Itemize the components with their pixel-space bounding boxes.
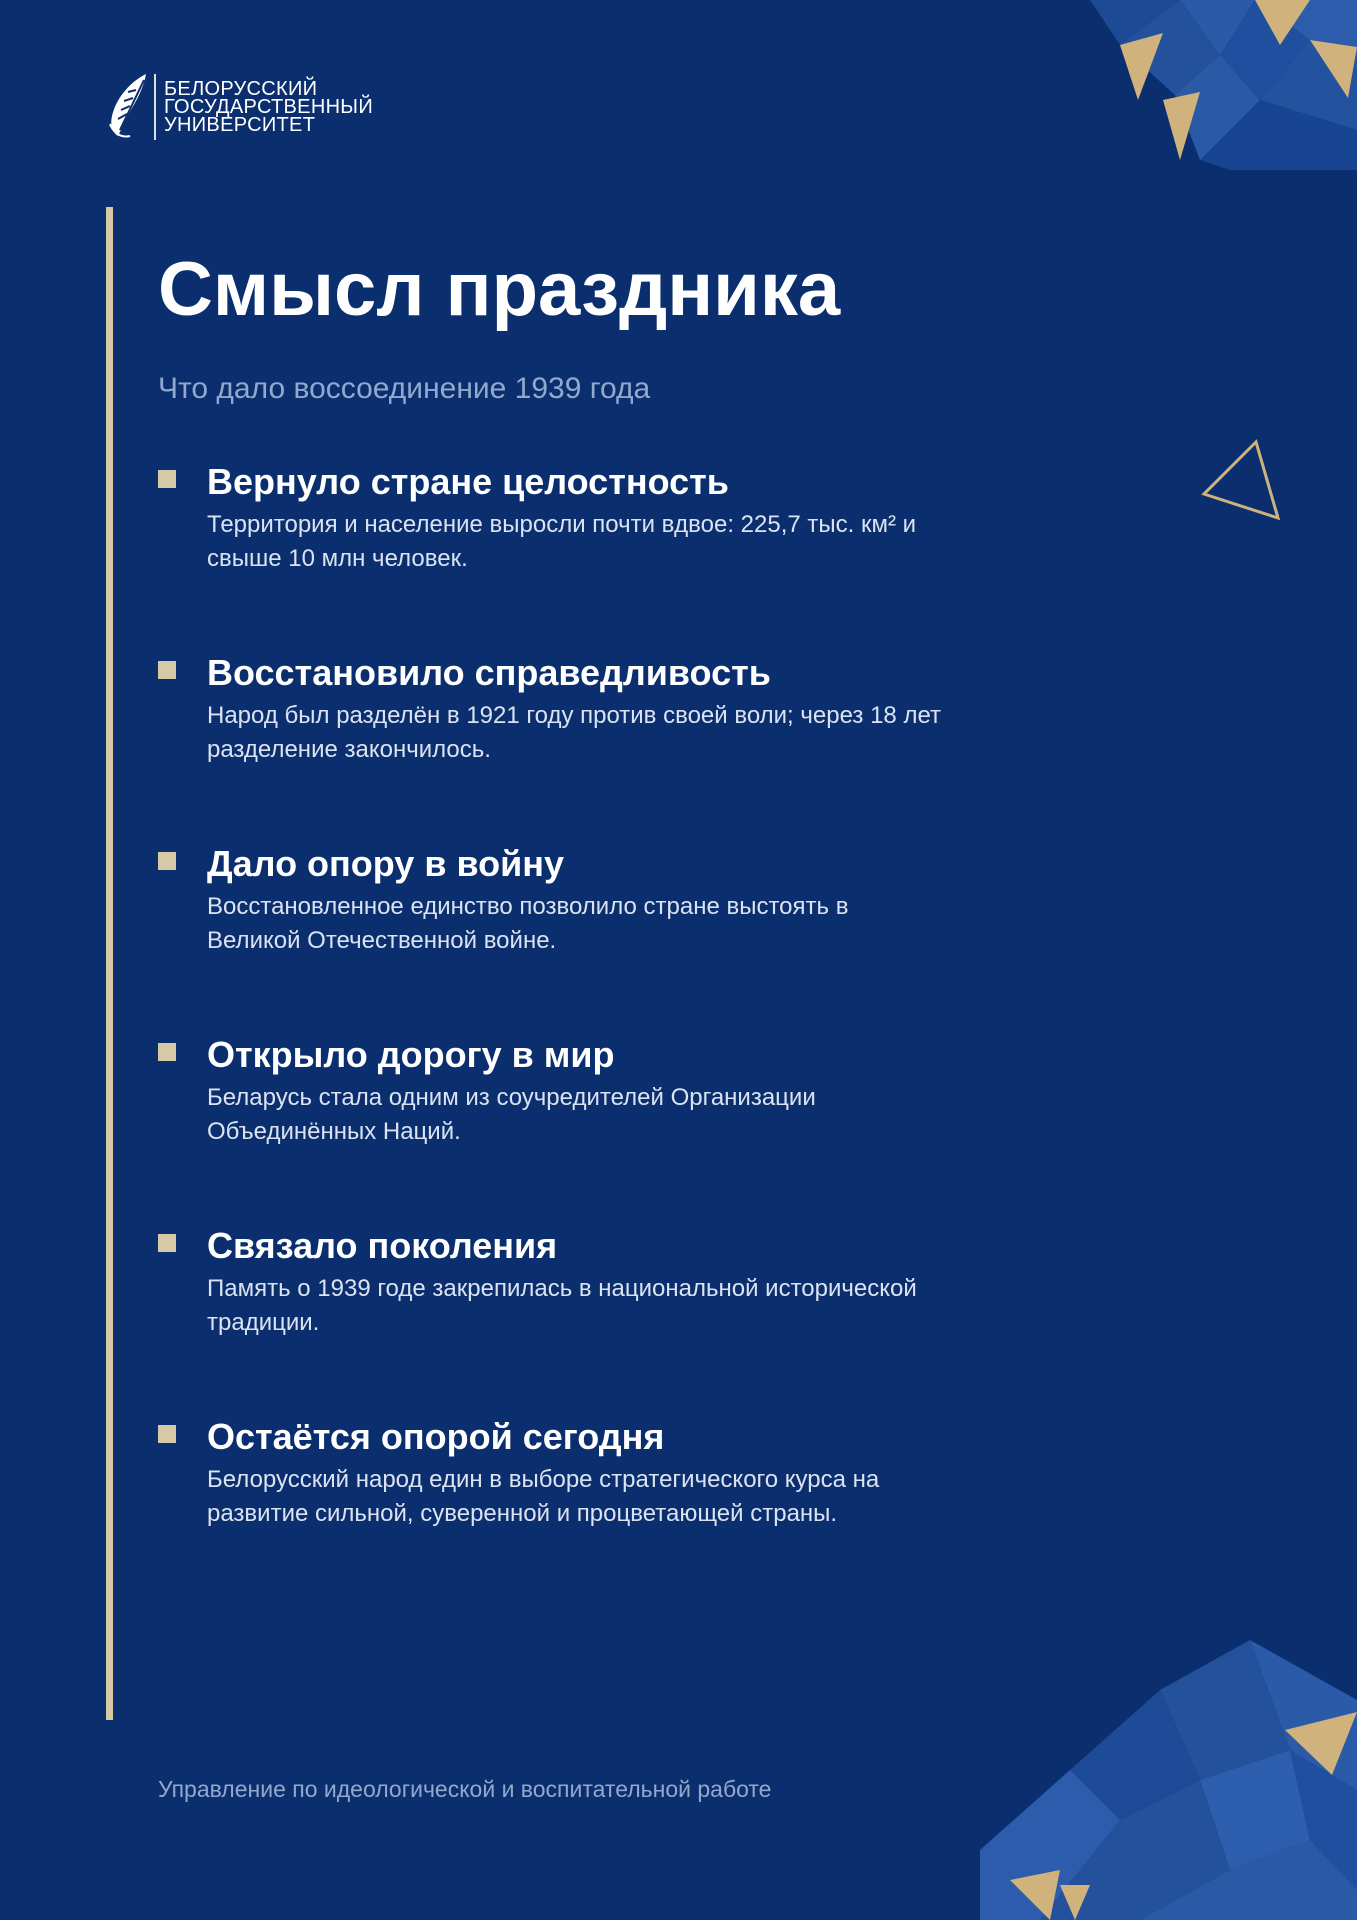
outline-triangle-icon (1200, 438, 1284, 522)
square-bullet-icon (158, 1043, 176, 1061)
list-item (158, 842, 958, 1033)
item-title: Восстановило справедливость (207, 652, 771, 693)
university-logo (106, 72, 373, 142)
item-title: Открыло дорогу в мир (207, 1034, 615, 1075)
list-item (158, 651, 958, 842)
item-text: Память о 1939 годе закрепилась в национальной исторической традиции. (207, 1275, 917, 1336)
square-bullet-icon (158, 661, 176, 679)
list-item (158, 1033, 958, 1224)
item-title: Вернуло стране целостность (207, 461, 729, 502)
item-title: Дало опору в войну (207, 843, 564, 884)
logo-text (164, 80, 373, 134)
item-text: Территория и население выросли почти вдвое: 225,7 тыс. км² и свыше 10 млн человек. (207, 511, 917, 572)
square-bullet-icon (158, 470, 176, 488)
item-title: Остаётся опорой сегодня (207, 1416, 665, 1457)
square-bullet-icon (158, 1234, 176, 1252)
logo-divider (154, 74, 156, 140)
footer-text: Управление по идеологической и воспитательной работе (158, 1776, 772, 1802)
page-subtitle: Что дало воссоединение 1939 года (158, 372, 651, 405)
decorative-polygons-top-right (1080, 0, 1357, 170)
list-item (158, 1415, 958, 1606)
square-bullet-icon (158, 1425, 176, 1443)
item-text: Народ был разделён в 1921 году против своей воли; через 18 лет разделение закончилось. (207, 702, 941, 763)
logo-line-3: УНИВЕРСИТЕТ (164, 114, 316, 136)
item-text: Беларусь стала одним из соучредителей Организации Объединённых Наций. (207, 1084, 816, 1145)
feather-logo-icon (106, 72, 150, 142)
logo-line-2: ГОСУДАРСТВЕННЫЙ (164, 96, 373, 118)
list-item (158, 460, 958, 651)
item-text: Восстановленное единство позволило стране выстоять в Великой Отечественной войне. (207, 893, 849, 954)
left-accent-bar (106, 207, 113, 1720)
item-title: Связало поколения (207, 1225, 558, 1266)
square-bullet-icon (158, 852, 176, 870)
list-item (158, 1224, 958, 1415)
decorative-polygons-bottom-right (980, 1640, 1357, 1920)
page-title: Смысл праздника (158, 247, 841, 332)
logo-line-1: БЕЛОРУССКИЙ (164, 78, 318, 100)
points-list (158, 460, 958, 1606)
item-text: Белорусский народ един в выборе стратегического курса на развитие сильной, суверенной и процветающей страны. (207, 1466, 880, 1527)
